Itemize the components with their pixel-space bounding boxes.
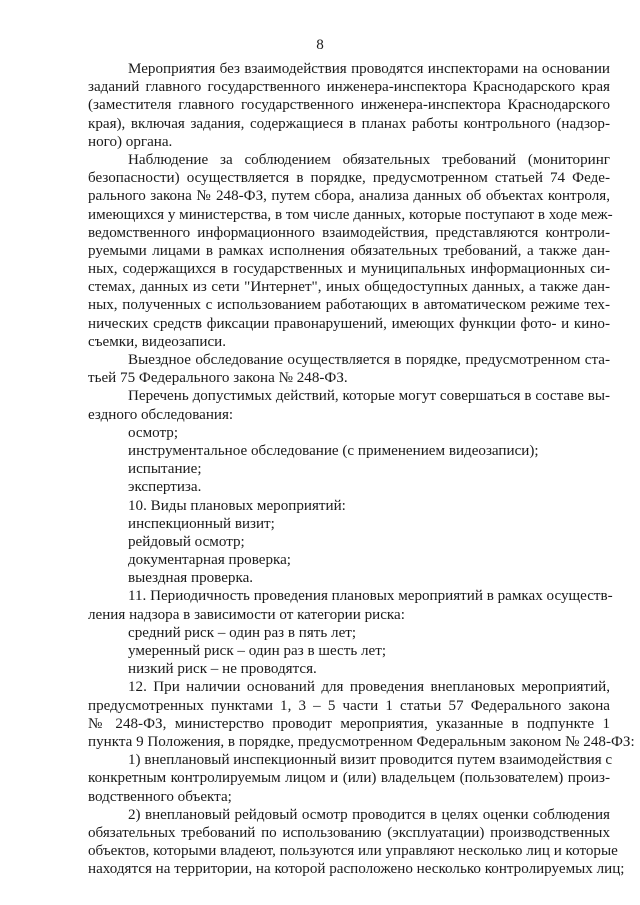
text-line: (заместителя главного государственного инженера-инспектора Краснодарского	[88, 97, 610, 114]
text-line: предусмотренных пунктами 1, 3 – 5 части 1 статьи 57 Федерального закона	[88, 697, 610, 714]
text-line: рейдовый осмотр;	[128, 533, 245, 550]
text-line: Мероприятия без взаимодействия проводятся инспекторами на основании	[128, 61, 610, 77]
text-line: руемыми лицами в рамках исполнения обязательных требований, а также дан-	[88, 242, 610, 259]
text-line: № 248-ФЗ, министерство проводит мероприятия, указанные в подпункте 1	[88, 715, 610, 732]
text-line: средний риск – один раз в пять лет;	[128, 624, 357, 641]
document-body	[88, 60, 635, 878]
text-line: нических средств фиксации правонарушений, имеющих функции фото- и кино-	[88, 315, 610, 332]
text-line: инструментальное обследование (с применением видеозаписи);	[128, 442, 539, 459]
text-line: низкий риск – не проводятся.	[128, 661, 317, 678]
text-line: края), включая задания, содержащиеся в планах работы контрольного (надзор-	[88, 115, 610, 132]
text-line: экспертиза.	[128, 479, 202, 496]
text-line: осмотр;	[128, 424, 179, 441]
page-number: 8	[316, 37, 324, 53]
text-line: безопасности) осуществляется в порядке, предусмотренном статьей 74 Феде-	[88, 170, 610, 187]
text-line: Перечень допустимых действий, которые могут совершаться в составе вы-	[128, 388, 610, 405]
text-line: съемки, видеозаписи.	[88, 333, 227, 350]
text-line: Наблюдение за соблюдением обязательных требований (мониторинг	[128, 151, 610, 168]
text-line: ных, полученных с использованием работающих в автоматическом режиме тех-	[88, 297, 610, 314]
text-line: стемах, данных из сети "Интернет", иных общедоступных данных, а также дан-	[88, 279, 610, 296]
text-line: ведомственного информационного взаимодействия, представляются контроли-	[88, 224, 610, 241]
text-line: ления надзора в зависимости от категории риска:	[88, 606, 405, 623]
text-line: 1) внеплановый инспекционный визит проводится путем взаимодействия с	[128, 752, 613, 769]
text-line: инспекционный визит;	[128, 515, 275, 532]
text-line: обязательных требований по использованию (эксплуатации) производственных	[88, 824, 610, 841]
text-line: находятся на территории, на которой расположено несколько контролируемых лиц;	[88, 861, 625, 878]
text-line: имеющихся у министерства, в том числе данных, которые поступают в ходе меж-	[88, 206, 613, 223]
text-line: 10. Виды плановых мероприятий:	[128, 497, 346, 514]
text-line: водственного объекта;	[88, 788, 232, 805]
text-line: 2) внеплановый рейдовый осмотр проводится в целях оценки соблюдения	[128, 806, 610, 823]
text-line: выездная проверка.	[128, 570, 254, 587]
text-line: объектов, которыми владеют, пользуются или управляют несколько лиц и которые	[88, 843, 618, 860]
text-line: 12. При наличии оснований для проведения внеплановых мероприятий,	[128, 679, 610, 696]
text-line: ных, содержащихся в государственных и муниципальных информационных си-	[88, 261, 610, 278]
text-line: рального закона № 248-ФЗ, путем сбора, анализа данных об объектах контроля,	[88, 188, 610, 205]
text-line: пункта 9 Положения, в порядке, предусмотренном Федеральным законом № 248-ФЗ:	[88, 733, 635, 750]
text-line: документарная проверка;	[128, 552, 291, 569]
text-line: ездного обследования:	[88, 406, 234, 423]
text-line: конкретным контролируемым лицом и (или) владельцем (пользователем) произ-	[88, 770, 610, 787]
text-line: умеренный риск – один раз в шесть лет;	[128, 643, 387, 659]
text-line: Выездное обследование осуществляется в порядке, предусмотренном ста-	[128, 352, 610, 368]
text-line: заданий главного государственного инженера-инспектора Краснодарского края	[88, 79, 610, 96]
text-line: ного) органа.	[88, 133, 173, 150]
text-line: тьей 75 Федерального закона № 248-ФЗ.	[88, 370, 348, 387]
text-line: 11. Периодичность проведения плановых мероприятий в рамках осуществ-	[128, 588, 613, 605]
text-line: испытание;	[128, 461, 202, 478]
